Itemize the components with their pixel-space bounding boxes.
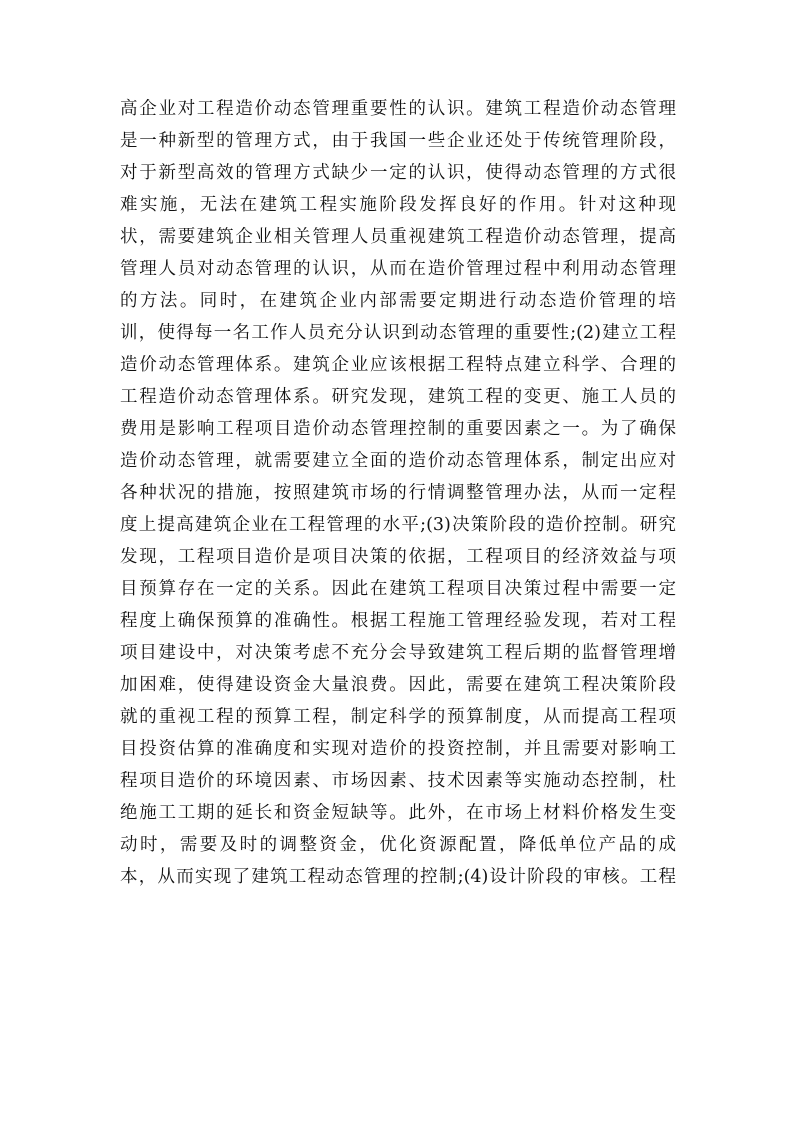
text-line: 造价动态管理，就需要建立全面的造价动态管理体系，制定出应对 <box>120 451 676 471</box>
text-line: 目预算存在一定的关系。因此在建筑工程项目决策过程中需要一定 <box>120 579 676 599</box>
text-line: 造价动态管理体系。建筑企业应该根据工程特点建立科学、合理的 <box>120 355 676 375</box>
text-line: 状，需要建筑企业相关管理人员重视建筑工程造价动态管理，提高 <box>120 227 676 247</box>
text-line: 度上提高建筑企业在工程管理的水平;(3)决策阶段的造价控制。研究 <box>120 515 676 535</box>
text-line: 训，使得每一名工作人员充分认识到动态管理的重要性;(2)建立工程 <box>120 323 676 343</box>
text-line: 高企业对工程造价动态管理重要性的认识。建筑工程造价动态管理 <box>120 99 676 119</box>
body-paragraph <box>120 93 676 893</box>
text-line: 加困难，使得建设资金大量浪费。因此，需要在建筑工程决策阶段 <box>120 675 676 695</box>
text-line: 是一种新型的管理方式，由于我国一些企业还处于传统管理阶段， <box>120 131 676 151</box>
text-line: 发现，工程项目造价是项目决策的依据，工程项目的经济效益与项 <box>120 547 676 567</box>
text-line: 程度上确保预算的准确性。根据工程施工管理经验发现，若对工程 <box>120 611 676 631</box>
text-line: 项目建设中，对决策考虑不充分会导致建筑工程后期的监督管理增 <box>120 643 676 663</box>
text-line: 目投资估算的准确度和实现对造价的投资控制，并且需要对影响工 <box>120 739 676 759</box>
text-line: 的方法。同时，在建筑企业内部需要定期进行动态造价管理的培 <box>120 291 676 311</box>
text-line: 难实施，无法在建筑工程实施阶段发挥良好的作用。针对这种现 <box>120 195 676 215</box>
text-line: 管理人员对动态管理的认识，从而在造价管理过程中利用动态管理 <box>120 259 676 279</box>
text-line: 工程造价动态管理体系。研究发现，建筑工程的变更、施工人员的 <box>120 387 676 407</box>
text-line: 各种状况的措施，按照建筑市场的行情调整管理办法，从而一定程 <box>120 483 676 503</box>
text-line: 动时，需要及时的调整资金，优化资源配置，降低单位产品的成 <box>120 835 676 855</box>
text-line: 对于新型高效的管理方式缺少一定的认识，使得动态管理的方式很 <box>120 163 676 183</box>
text-line: 费用是影响工程项目造价动态管理控制的重要因素之一。为了确保 <box>120 419 676 439</box>
text-line: 程项目造价的环境因素、市场因素、技术因素等实施动态控制，杜 <box>120 771 676 791</box>
text-line: 本，从而实现了建筑工程动态管理的控制;(4)设计阶段的审核。工程 <box>120 867 676 887</box>
text-line: 就的重视工程的预算工程，制定科学的预算制度，从而提高工程项 <box>120 707 676 727</box>
text-line: 绝施工工期的延长和资金短缺等。此外，在市场上材料价格发生变 <box>120 803 676 823</box>
